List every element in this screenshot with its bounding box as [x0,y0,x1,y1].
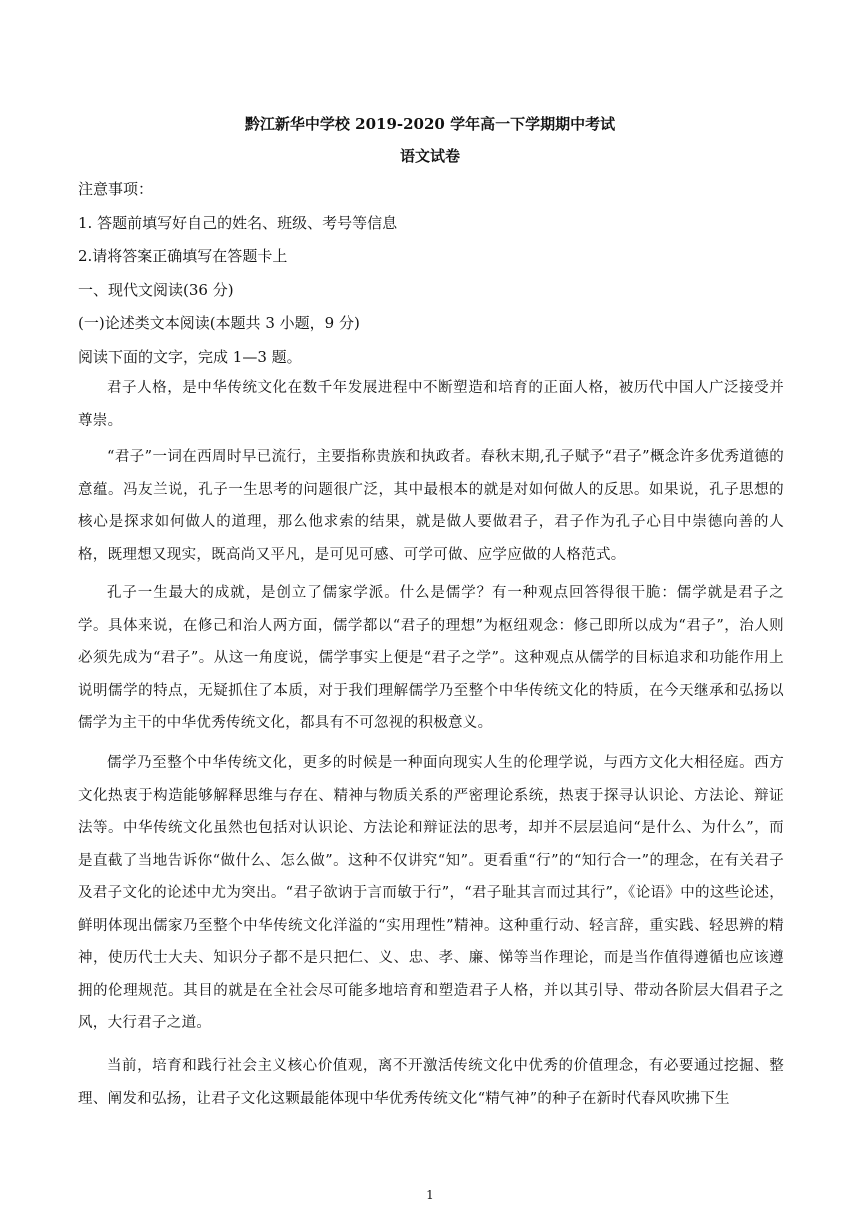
section-subheading: (一)论述类文本阅读(本题共 3 小题，9 分) [78,314,360,332]
exam-subtitle: 语文试卷 [399,147,460,165]
section-instruction: 阅读下面的文字，完成 1—3 题。 [78,348,302,366]
notes-item-2: 2.请将答案正确填写在答题卡上 [78,247,288,265]
page-number: 1 [426,1188,434,1202]
exam-title: 黔江新华中学校 2019-2020 学年高一下学期期中考试 [244,115,616,133]
passage-paragraph-2: “君子”一词在西周时早已流行，主要指称贵族和执政者。春秋末期,孔子赋予“君子”概念许多优秀道德的意蕴。冯友兰说，孔子一生思考的问题很广泛，其中最根本的就是对如何做人的反思。如果说，孔子思想的核心是探求如何做人的道理，那么他求索的结果，就是做人要做君子，君子作为孔子心目中崇德向善的人格，既理想又现实，既高尚又平凡，是可见可感、可学可做、应学应做的人格范式。 [78,449,784,563]
section-heading: 一、现代文阅读(36 分) [78,281,234,299]
passage-paragraph-1: 君子人格，是中华传统文化在数千年发展进程中不断塑造和培育的正面人格，被历代中国人广泛接受并尊崇。 [78,380,784,429]
notes-item-1: 1. 答题前填写好自己的姓名、班级、考号等信息 [78,214,398,232]
notes-heading: 注意事项： [78,180,154,198]
passage-paragraph-5: 当前，培育和践行社会主义核心价值观，离不开激活传统文化中优秀的价值理念，有必要通过挖掘、整理、阐发和弘扬，让君子文化这颗最能体现中华优秀传统文化“精气神”的种子在新时代春风吹拂下生 [78,1058,784,1107]
passage-paragraph-4: 儒学乃至整个中华传统文化，更多的时候是一种面向现实人生的伦理学说，与西方文化大相径庭。西方文化热衷于构造能够解释思维与存在、精神与物质关系的严密理论系统，热衷于探寻认识论、方法论、辩证法等。中华传统文化虽然也包括对认识论、方法论和辩证法的思考，却并不层层追问“是什么、为什么”，而是直截了当地告诉你“做什么、怎么做”。这种不仅讲究“知”。更看重“行”的“知行合一”的理念，在有关君子及君子文化的论述中尤为突出。“君子欲讷于言而敏于行”，“君子耻其言而过其行”，《论语》中的这些论述，鲜明体现出儒家乃至整个中华传统文化洋溢的“实用理性”精神。这种重行动、轻言辞，重实践、轻思辨的精神，使历代士大夫、知识分子都不是只把仁、义、忠、孝、廉、悌等当作理论，而是当作值得遵循也应该遵拥的伦理规范。其目的就是在全社会尽可能多地培育和塑造君子人格，并以其引导、带动各阶层大倡君子之风，大行君子之道。 [78,755,784,1031]
passage-paragraph-3: 孔子一生最大的成就，是创立了儒家学派。什么是儒学？有一种观点回答得很干脆：儒学就是君子之学。具体来说，在修己和治人两方面，儒学都以“君子的理想”为枢纽观念：修己即所以成为“君子”，治人则必须先成为“君子”。从这一角度说，儒学事实上便是“君子之学”。这种观点从儒学的目标追求和功能作用上说明儒学的特点，无疑抓住了本质，对于我们理解儒学乃至整个中华传统文化的特质，在今天继承和弘扬以儒学为主干的中华优秀传统文化，都具有不可忽视的积极意义。 [78,585,784,731]
